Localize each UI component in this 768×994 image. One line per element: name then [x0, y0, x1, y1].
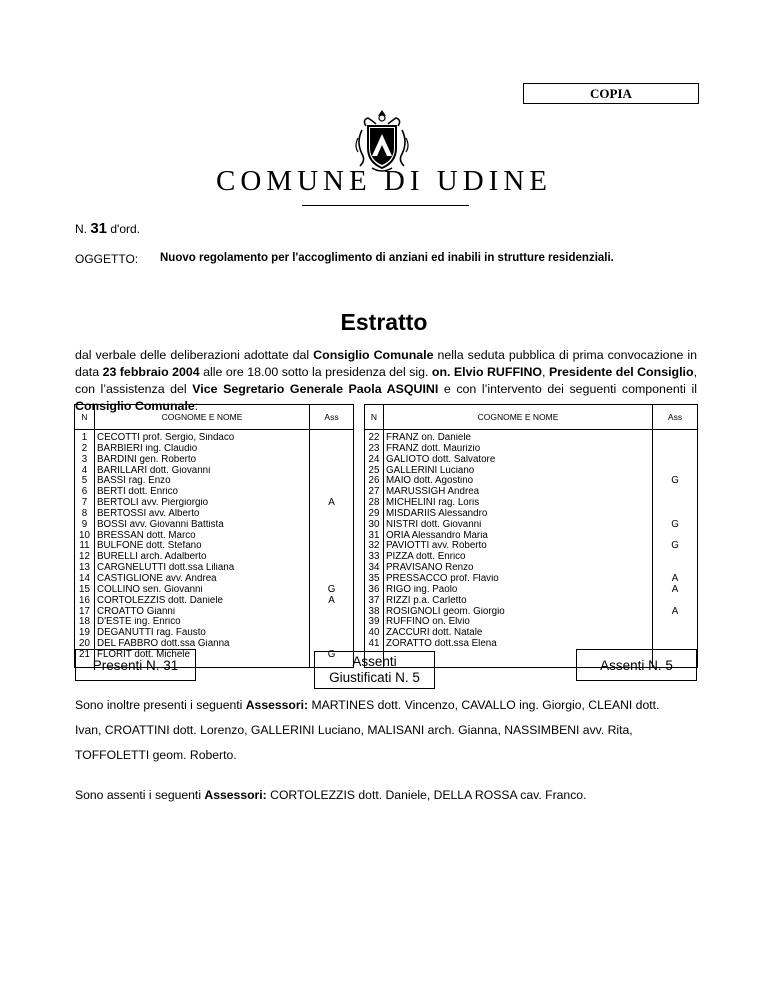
- left-ass-cell: [310, 628, 353, 639]
- right-name-cell: PRESSACCO prof. Flavio: [386, 573, 499, 584]
- assenti-box: Assenti N. 5: [576, 649, 697, 681]
- right-n-cell: 23: [368, 443, 380, 454]
- right-name-cell: GALLERINI Luciano: [386, 465, 475, 476]
- assessori-presenti: Sono inoltre presenti i seguenti Assessori: MARTINES dott. Vincenzo, CAVALLO ing. Giorgio, CLEANI dott. Ivan, CROATTINI dott. Lorenzo, GALLERINI Luciano, MALISANI arch. Gianna, NASSIMBENI avv. Rita, TOFFOLETTI geom. Roberto.: [75, 698, 660, 762]
- left-name-cell: BERTOLI avv. Piergiorgio: [97, 498, 209, 509]
- right-n-cell: 37: [368, 595, 380, 606]
- comune-title: COMUNE DI UDINE: [216, 165, 552, 197]
- right-n-cell: 35: [368, 573, 380, 584]
- right-name-cell: ROSIGNOLI geom. Giorgio: [386, 606, 505, 617]
- right-ass-cell: [653, 531, 697, 542]
- right-n-cell: 28: [368, 498, 380, 509]
- header-n-left: N: [74, 404, 95, 430]
- right-name-cell: MAIO dott. Agostino: [386, 476, 474, 487]
- right-ass-cell: [653, 628, 697, 639]
- left-name-cell: BOSSI avv. Giovanni Battista: [97, 519, 224, 530]
- left-name-cell: BRESSAN dott. Marco: [97, 530, 196, 541]
- left-n-cell: 6: [81, 487, 88, 498]
- ord-number: [75, 220, 140, 237]
- right-ass-cell: [653, 617, 697, 628]
- giustificati-line1: Assenti: [352, 654, 397, 669]
- right-name-cell: ORIA Alessandro Maria: [386, 530, 488, 541]
- left-ass-cell: [310, 476, 353, 487]
- left-name-cell: FLORIT dott. Michele: [97, 649, 190, 660]
- right-ass-cell: [653, 466, 697, 477]
- intro-paragraph: dal verbale delle deliberazioni adottate dal Consiglio Comunale nella seduta pubblica di prima convocazione in data 23 febbraio 2004 alle ore 18.00 sotto la presidenza del sig. on. Elvio RUFFINO, Presidente del Consiglio, con l’assistenza del Vice Segretario Generale Paola ASQUINI e con l’intervento dei seguenti componenti il Consiglio Comunale:: [75, 348, 698, 413]
- right-ass-cell: [653, 455, 697, 466]
- estratto-heading: Estratto: [340, 309, 428, 335]
- left-name-cell: CECOTTI prof. Sergio, Sindaco: [97, 433, 235, 443]
- right-n-cell: 29: [368, 508, 380, 519]
- title-underline: [302, 205, 469, 206]
- left-name-cell: BURELLI arch. Adalberto: [97, 552, 207, 563]
- left-name-cell: BARILLARI dott. Giovanni: [97, 465, 211, 476]
- right-name-cell: ZACCURI dott. Natale: [386, 628, 483, 639]
- right-number-column: [364, 429, 384, 668]
- left-ass-cell: A: [328, 595, 335, 606]
- right-name-column: [383, 429, 653, 668]
- left-ass-cell: [310, 466, 353, 477]
- right-name-cell: GALIOTO dott. Salvatore: [386, 454, 496, 465]
- right-name-cell: FRANZ dott. Maurizio: [386, 443, 481, 454]
- right-name-cell: PRAVISANO Renzo: [386, 563, 474, 574]
- members-table: [74, 404, 698, 836]
- right-ass-cell: G: [671, 541, 679, 552]
- right-name-cell: MICHELINI rag. Loris: [386, 498, 480, 509]
- left-ass-cell: [310, 541, 353, 552]
- right-name-cell: PAVIOTTI avv. Roberto: [386, 541, 487, 552]
- left-ass-column: [309, 429, 354, 668]
- copia-stamp: COPIA: [523, 83, 699, 104]
- right-n-cell: 40: [368, 628, 380, 639]
- left-name-cell: BASSI rag. Enzo: [97, 476, 171, 487]
- left-n-cell: 17: [79, 606, 90, 617]
- left-n-cell: 7: [81, 498, 88, 509]
- right-n-cell: 30: [368, 519, 380, 530]
- giustificati-box: [314, 651, 435, 689]
- left-ass-cell: G: [327, 584, 336, 595]
- right-ass-cell: G: [671, 476, 679, 487]
- left-name-cell: BARBIERI ing. Claudio: [97, 443, 198, 454]
- left-name-cell: DEGANUTTI rag. Fausto: [97, 628, 206, 639]
- right-n-cell: 31: [368, 530, 380, 541]
- left-n-cell: 9: [81, 519, 88, 530]
- left-name-cell: CORTOLEZZIS dott. Daniele: [97, 595, 223, 606]
- right-n-cell: 38: [368, 606, 380, 617]
- left-ass-cell: [310, 617, 353, 628]
- left-ass-cell: G: [327, 649, 336, 660]
- right-ass-cell: [653, 563, 697, 574]
- right-n-cell: 26: [368, 476, 380, 487]
- assessori-assenti: Sono assenti i seguenti Assessori: CORTOLEZZIS dott. Daniele, DELLA ROSSA cav. Franco.: [75, 788, 587, 802]
- header-ass-right: Ass: [652, 404, 698, 430]
- header-name-left: COGNOME E NOME: [94, 404, 310, 430]
- giustificati-line2: Giustificati N. 5: [329, 670, 420, 685]
- left-n-cell: 12: [79, 552, 90, 563]
- oggetto-text: Nuovo regolamento per l'accoglimento di anziani ed inabili in strutture residenziali.: [160, 252, 614, 264]
- left-name-cell: CARGNELUTTI dott.ssa Liliana: [97, 563, 235, 574]
- left-n-cell: 10: [79, 530, 90, 541]
- left-name-cell: BERTI dott. Enrico: [97, 487, 178, 498]
- ord-suffix: d'ord.: [110, 222, 141, 236]
- left-ass-cell: [310, 552, 353, 563]
- left-n-cell: 18: [79, 617, 90, 628]
- left-number-column: [74, 429, 95, 668]
- right-ass-cell: [653, 498, 697, 509]
- right-ass-cell: [653, 487, 697, 498]
- left-n-cell: 13: [79, 563, 90, 574]
- left-ass-cell: [310, 639, 353, 650]
- left-name-cell: BERTOSSI avv. Alberto: [97, 508, 200, 519]
- right-ass-cell: [653, 509, 697, 520]
- right-n-cell: 34: [368, 563, 380, 574]
- left-n-cell: 16: [79, 595, 90, 606]
- right-ass-cell: A: [671, 584, 679, 595]
- presenti-box: Presenti N. 31: [75, 649, 196, 681]
- right-name-cell: FRANZ on. Daniele: [386, 433, 471, 443]
- right-name-cell: RIZZI p.a. Carletto: [386, 595, 467, 606]
- left-ass-cell: [310, 563, 353, 574]
- header-name-right: COGNOME E NOME: [383, 404, 653, 430]
- left-n-cell: 21: [79, 649, 90, 660]
- left-ass-cell: [310, 574, 353, 585]
- right-ass-cell: [653, 433, 697, 444]
- right-n-cell: 36: [368, 584, 380, 595]
- left-n-cell: 8: [81, 508, 88, 519]
- right-n-cell: 25: [368, 465, 380, 476]
- header-ass-left: Ass: [309, 404, 354, 430]
- left-n-cell: 4: [81, 465, 88, 476]
- right-name-cell: MISDARIIS Alessandro: [386, 508, 488, 519]
- left-name-cell: COLLINO sen. Giovanni: [97, 584, 203, 595]
- left-n-cell: 14: [79, 573, 90, 584]
- left-name-cell: D'ESTE ing. Enrico: [97, 617, 181, 628]
- right-n-cell: 22: [368, 433, 380, 443]
- left-ass-cell: A: [328, 498, 335, 509]
- right-ass-cell: [653, 596, 697, 607]
- left-name-cell: BULFONE dott. Stefano: [97, 541, 202, 552]
- oggetto-label: OGGETTO:: [75, 252, 139, 266]
- right-n-cell: 41: [368, 639, 380, 650]
- right-n-cell: 27: [368, 487, 380, 498]
- right-name-cell: ZORATTO dott.ssa Elena: [386, 639, 497, 650]
- left-name-cell: BARDINI gen. Roberto: [97, 454, 197, 465]
- left-ass-cell: [310, 487, 353, 498]
- right-n-cell: 39: [368, 617, 380, 628]
- left-ass-cell: [310, 520, 353, 531]
- ord-num: 31: [90, 220, 108, 237]
- left-n-cell: 20: [79, 639, 90, 650]
- left-ass-cell: [310, 433, 353, 444]
- left-n-cell: 19: [79, 628, 90, 639]
- left-ass-cell: [310, 455, 353, 466]
- right-name-cell: NISTRI dott. Giovanni: [386, 519, 482, 530]
- right-ass-column: [652, 429, 698, 668]
- left-n-cell: 2: [81, 443, 88, 454]
- right-n-cell: 24: [368, 454, 380, 465]
- right-name-cell: RUFFINO on. Elvio: [386, 617, 470, 628]
- left-ass-cell: [310, 444, 353, 455]
- left-name-cell: CROATTO Gianni: [97, 606, 176, 617]
- header-n-right: N: [364, 404, 384, 430]
- left-n-cell: 3: [81, 454, 88, 465]
- right-ass-cell: [653, 552, 697, 563]
- right-name-cell: RIGO ing. Paolo: [386, 584, 458, 595]
- left-ass-cell: [310, 531, 353, 542]
- left-name-column: [94, 429, 310, 668]
- right-name-cell: PIZZA dott. Enrico: [386, 552, 466, 563]
- left-name-cell: DEL FABBRO dott.ssa Gianna: [97, 639, 230, 650]
- left-ass-cell: [310, 607, 353, 618]
- left-n-cell: 11: [79, 541, 90, 552]
- right-n-cell: 32: [368, 541, 380, 552]
- right-ass-cell: A: [671, 573, 679, 584]
- right-ass-cell: G: [671, 519, 679, 530]
- right-ass-cell: [653, 444, 697, 455]
- left-ass-cell: [310, 509, 353, 520]
- ord-prefix: N.: [75, 222, 87, 236]
- right-ass-cell: A: [671, 606, 679, 617]
- left-n-cell: 5: [81, 476, 88, 487]
- right-name-cell: MARUSSIGH Andrea: [386, 487, 480, 498]
- right-n-cell: 33: [368, 552, 380, 563]
- left-n-cell: 1: [81, 433, 88, 443]
- left-name-cell: CASTIGLIONE avv. Andrea: [97, 573, 217, 584]
- left-n-cell: 15: [79, 584, 90, 595]
